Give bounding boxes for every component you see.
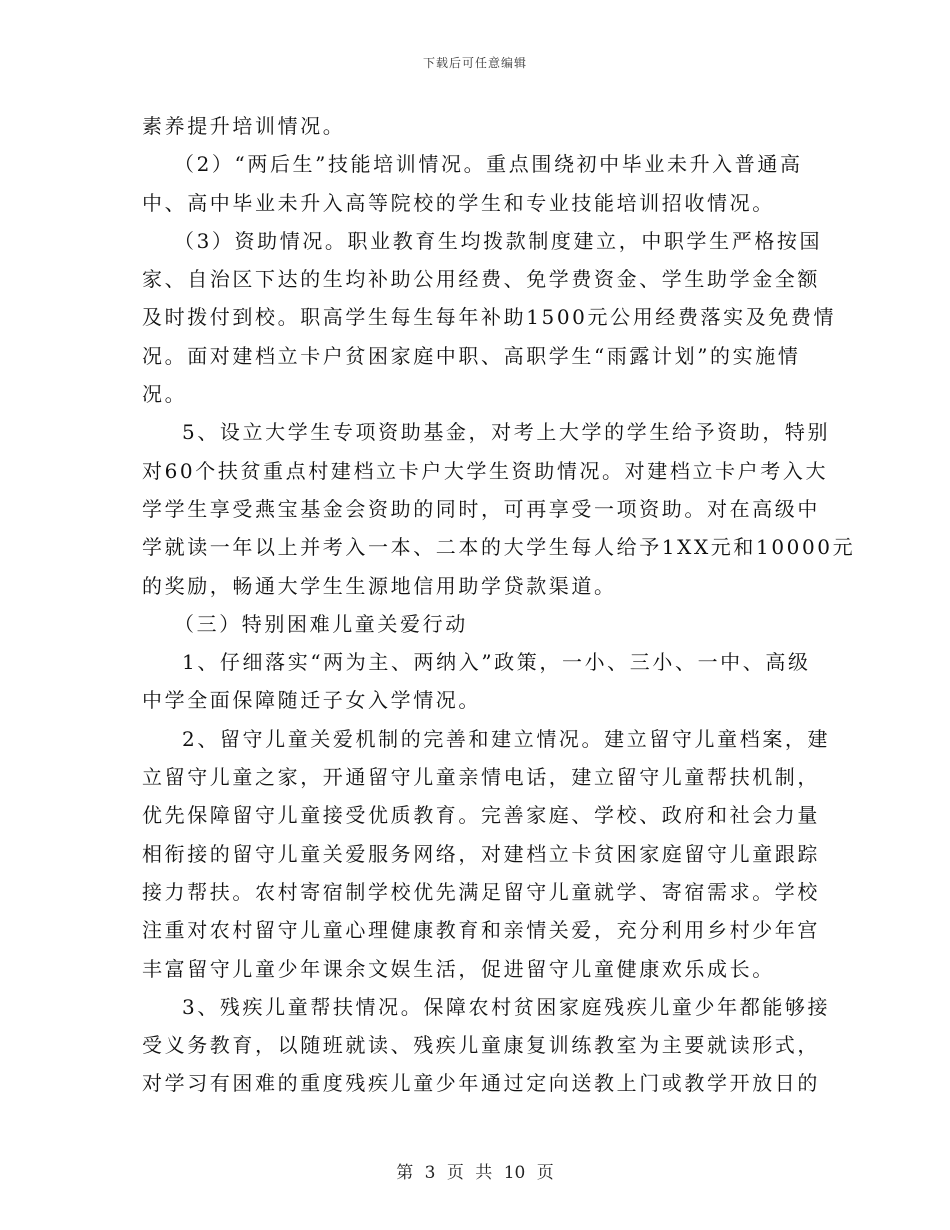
body-line: 学学生享受燕宝基金会资助的同时，可再享受一项资助。对在高级中 <box>142 496 820 521</box>
body-line: 5、设立大学生专项资助基金，对考上大学的学生给予资助，特别 <box>182 420 831 445</box>
body-line: 3、残疾儿童帮扶情况。保障农村贫困家庭残疾儿童少年都能够接 <box>182 994 831 1019</box>
body-line: 素养提升培训情况。 <box>142 114 346 138</box>
body-line: 接力帮扶。农村寄宿制学校优先满足留守儿童就学、寄宿需求。学校 <box>142 879 820 904</box>
total-pages-number: 10 <box>503 1163 526 1183</box>
body-line: 立留守儿童之家，开通留守儿童亲情电话，建立留守儿童帮扶机制， <box>142 765 820 790</box>
footer-prefix: 第 <box>396 1163 414 1183</box>
body-line: 注重对农村留守儿童心理健康教育和亲情关爱，充分利用乡村少年宫 <box>142 918 820 943</box>
body-line: 对学习有困难的重度残疾儿童少年通过定向送教上门或教学开放日的 <box>142 1071 820 1096</box>
page-header-note: 下载后可任意编辑 <box>422 56 527 70</box>
body-line: 受义务教育，以随班就读、残疾儿童康复训练教室为主要就读形式， <box>142 1033 820 1058</box>
body-line: 的奖励，畅通大学生生源地信用助学贷款渠道。 <box>142 573 617 598</box>
body-line: （2）“两后生”技能培训情况。重点围绕初中毕业未升入普通高 <box>174 152 803 177</box>
body-line: 中学全面保障随迁子女入学情况。 <box>142 688 481 713</box>
body-line: 及时拨付到校。职高学生每生每年补助1500元公用经费落实及免费情 <box>142 305 837 330</box>
page-body <box>142 107 856 1103</box>
body-line: 中、高中毕业未升入高等院校的学生和专业技能培训招收情况。 <box>142 190 775 215</box>
body-line: 况。 <box>142 382 188 407</box>
body-line: 家、自治区下达的生均补助公用经费、免学费资金、学生助学金全额 <box>142 267 820 292</box>
footer-total-word: 共 <box>475 1163 493 1183</box>
footer-suffix: 页 <box>536 1163 554 1183</box>
footer-page-word: 页 <box>446 1163 464 1183</box>
body-line: 况。面对建档立卡户贫困家庭中职、高职学生“雨露计划”的实施情 <box>142 343 801 368</box>
section-heading: （三）特别困难儿童关爱行动 <box>174 611 468 636</box>
current-page-number: 3 <box>424 1163 436 1183</box>
body-line: 对60个扶贫重点村建档立卡户大学生资助情况。对建档立卡户考入大 <box>142 458 829 483</box>
body-line: 相衔接的留守儿童关爱服务网络，对建档立卡贫困家庭留守儿童跟踪 <box>142 841 820 866</box>
page-footer <box>0 1158 950 1183</box>
body-line: 优先保障留守儿童接受优质教育。完善家庭、学校、政府和社会力量 <box>142 803 820 828</box>
body-line: 1、仔细落实“两为主、两纳入”政策，一小、三小、一中、高级 <box>182 650 811 675</box>
body-line: （3）资助情况。职业教育生均拨款制度建立，中职学生严格按国 <box>174 228 823 253</box>
body-line: 丰富留守儿童少年课余文娱生活，促进留守儿童健康欢乐成长。 <box>142 956 775 981</box>
body-line: 2、留守儿童关爱机制的完善和建立情况。建立留守儿童档案，建 <box>182 726 831 751</box>
body-line: 学就读一年以上并考入一本、二本的大学生每人给予1XX元和10000元 <box>142 535 856 560</box>
